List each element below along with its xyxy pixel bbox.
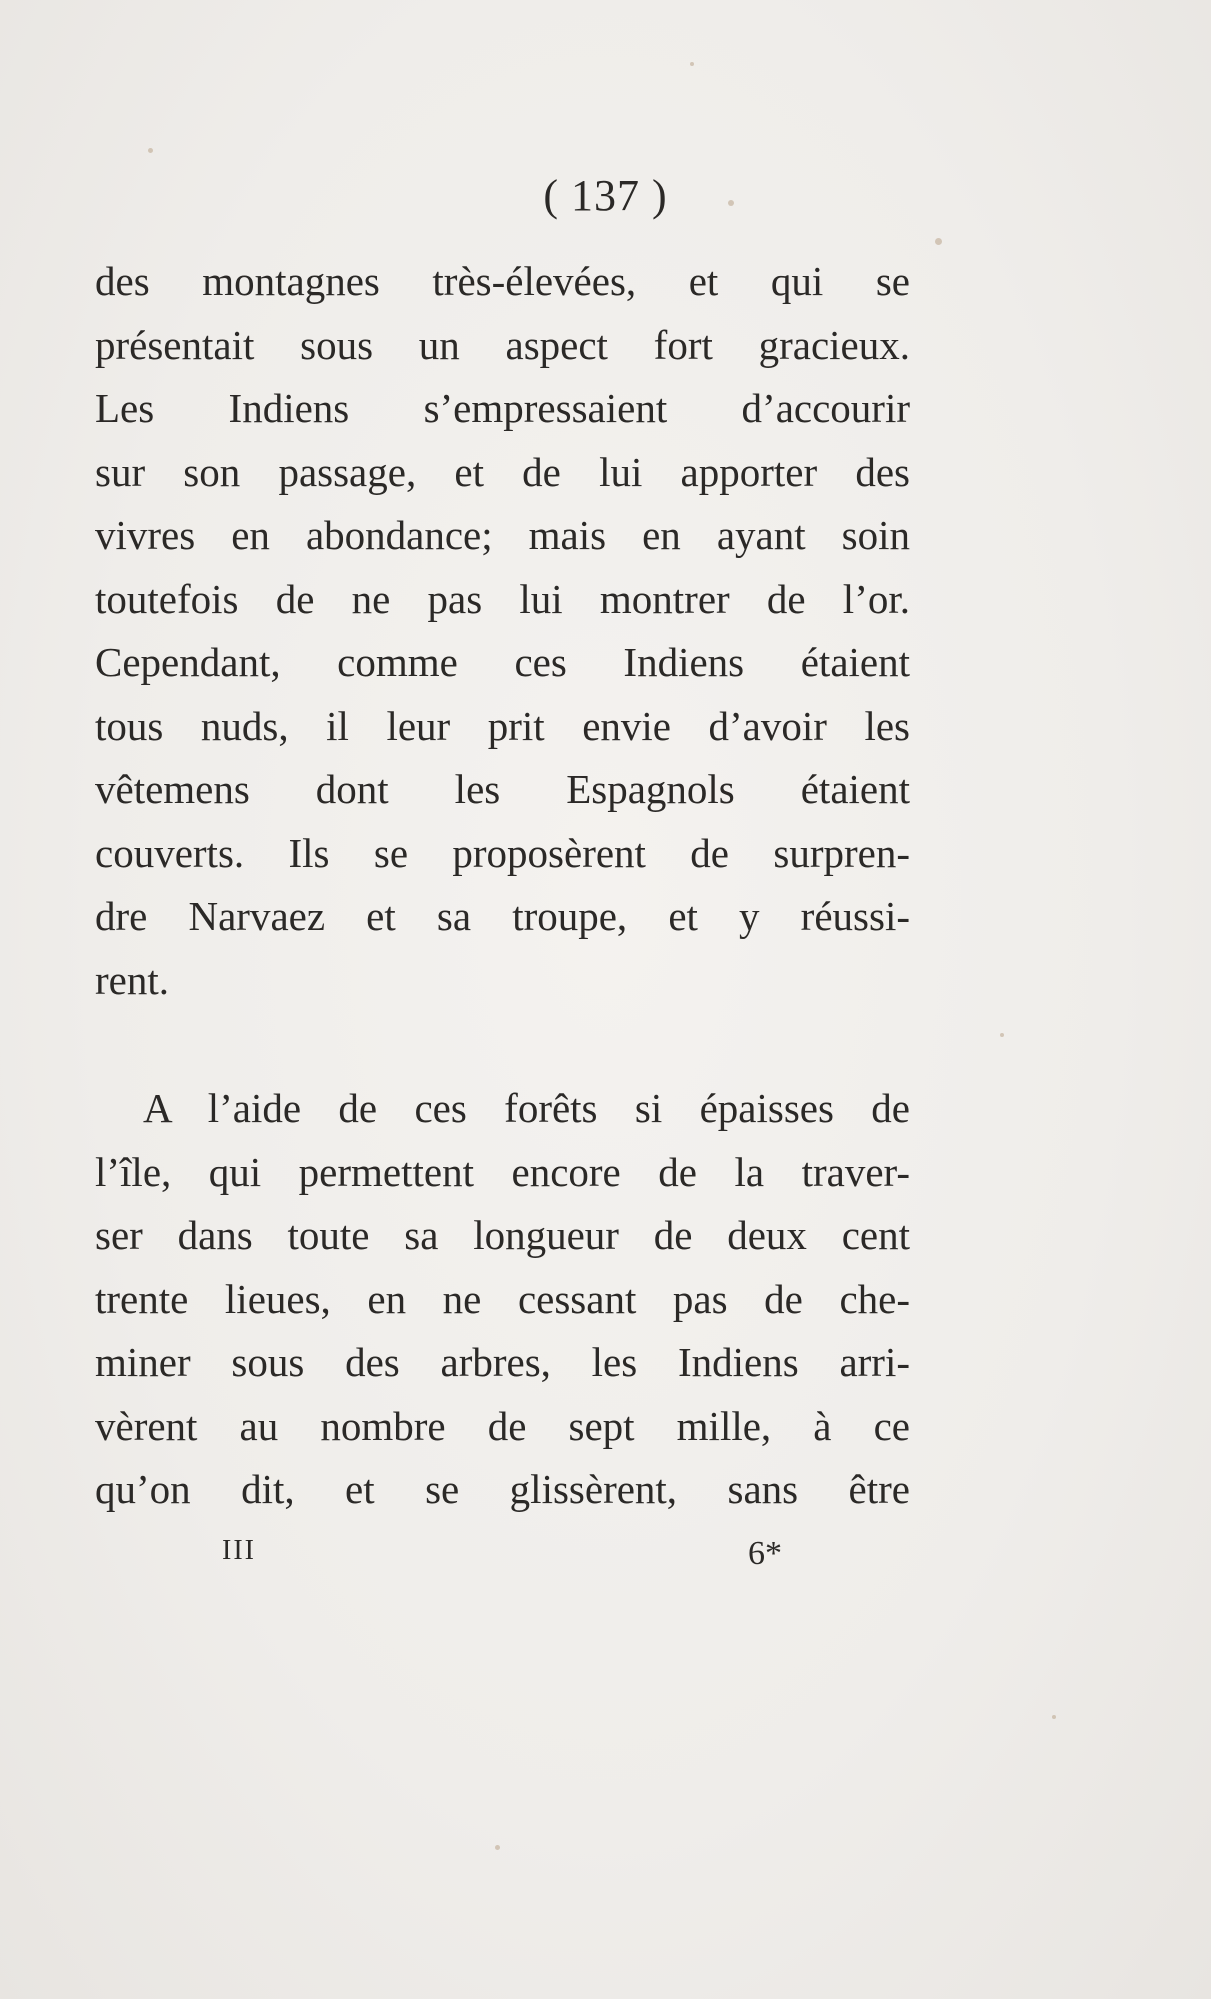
- text-line: miner sous des arbres, les Indiens arri-: [95, 1339, 910, 1385]
- page-number: ( 137 ): [543, 171, 668, 220]
- text-line: présentait sous un aspect fort gracieux.: [95, 321, 910, 368]
- text-line: rent.: [95, 956, 169, 1003]
- text-line: des montagnes très-élevées, et qui se: [95, 258, 910, 304]
- body-text: [95, 250, 910, 1522]
- sheet-mark: 6*: [748, 1535, 782, 1572]
- text-line: vivres en abondance; mais en ayant soin: [95, 512, 910, 558]
- signature-mark: III: [222, 1535, 256, 1566]
- text-line: A l’aide de ces forêts si épaisses de: [143, 1085, 910, 1131]
- text-line: vêtemens dont les Espagnols étaient: [95, 766, 910, 812]
- text-line: trente lieues, en ne cessant pas de che-: [95, 1275, 910, 1322]
- text-line: l’île, qui permettent encore de la traver-: [95, 1148, 910, 1195]
- text-line: couverts. Ils se proposèrent de surpren-: [95, 829, 910, 876]
- paper-speck: [935, 238, 942, 245]
- paragraph-gap: [95, 1012, 910, 1077]
- text-line: vèrent au nombre de sept mille, à ce: [95, 1402, 910, 1449]
- text-line: sur son passage, et de lui apporter des: [95, 448, 910, 495]
- text-line: ser dans toute sa longueur de deux cent: [95, 1212, 910, 1258]
- text-line: Les Indiens s’empressaient d’accourir: [95, 385, 910, 431]
- text-line: Cependant, comme ces Indiens étaient: [95, 639, 910, 685]
- paper-speck: [690, 62, 694, 66]
- text-line: dre Narvaez et sa troupe, et y réussi-: [95, 893, 910, 939]
- page-footer: [0, 1535, 1211, 1585]
- paper-speck: [495, 1845, 500, 1850]
- paper-speck: [1052, 1715, 1056, 1719]
- paper-speck: [148, 148, 153, 153]
- paper-speck: [1000, 1033, 1004, 1037]
- paragraph-2: [95, 1077, 910, 1522]
- text-line: qu’on dit, et se glissèrent, sans être: [95, 1466, 910, 1512]
- text-line: tous nuds, il leur prit envie d’avoir les: [95, 702, 910, 749]
- text-line: toutefois de ne pas lui montrer de l’or.: [95, 575, 910, 622]
- paragraph-1: [95, 250, 910, 1012]
